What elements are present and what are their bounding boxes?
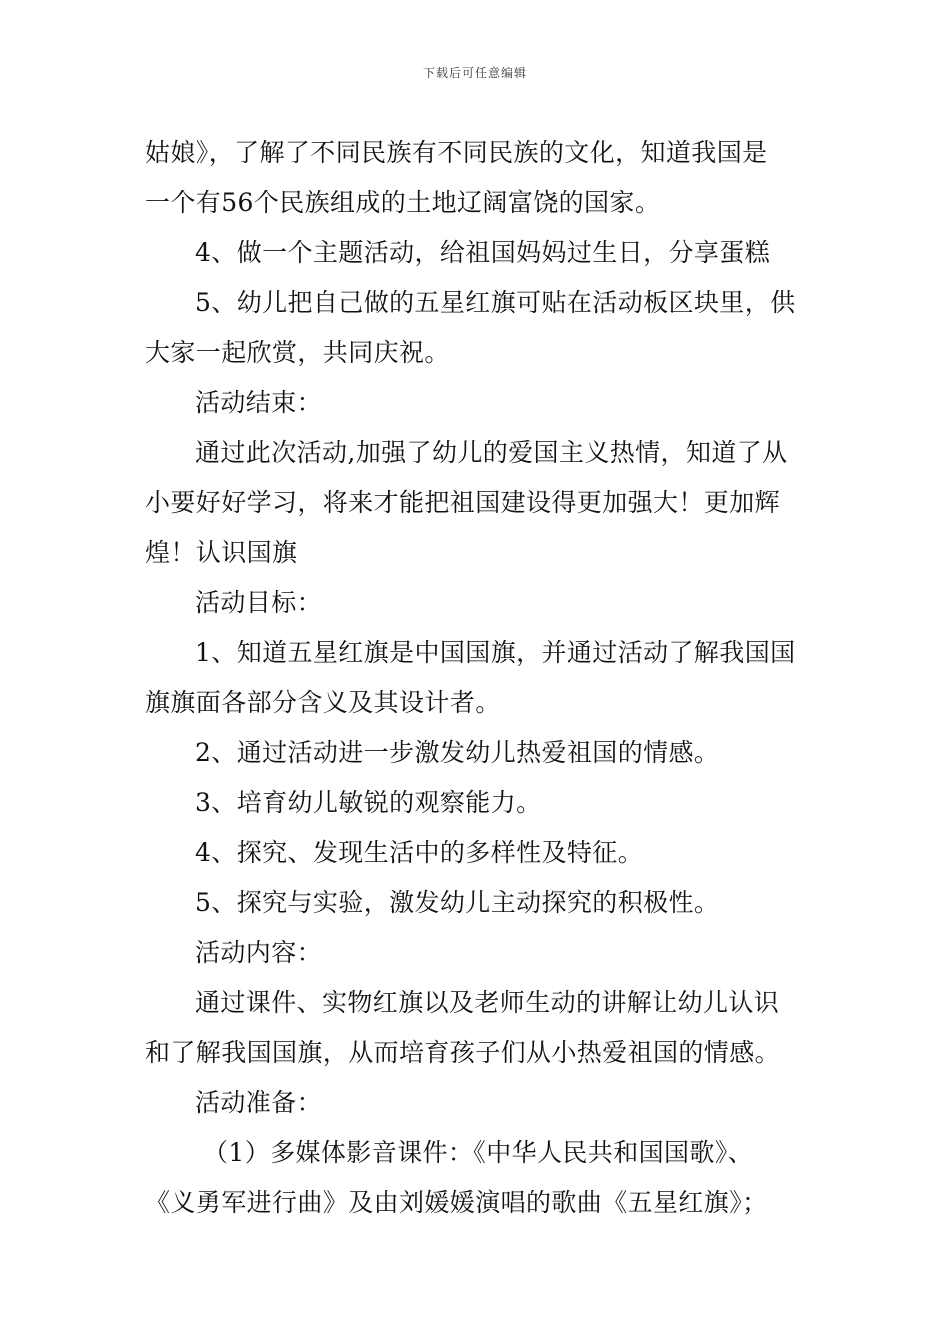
list-item: 5、探究与实验，激发幼儿主动探究的积极性。 [195, 888, 720, 917]
section-heading: 活动目标： [195, 588, 323, 617]
document-body [145, 128, 807, 1228]
text-line: 一个有56个民族组成的土地辽阔富饶的国家。 [145, 188, 661, 217]
list-item: 5、幼儿把自己做的五星红旗可贴在活动板区块里，供 [195, 288, 796, 317]
paragraph-line: 通过课件、实物红旗以及老师生动的讲解让幼儿认识 [195, 988, 780, 1017]
list-item: 1、知道五星红旗是中国国旗，并通过活动了解我国国 [195, 638, 796, 667]
list-item: 2、通过活动进一步激发幼儿热爱祖国的情感。 [195, 738, 720, 767]
text-line: 煌！认识国旗 [145, 538, 298, 567]
text-line: 《义勇军进行曲》及由刘媛媛演唱的歌曲《五星红旗》； [145, 1188, 768, 1217]
text-line: 小要好好学习，将来才能把祖国建设得更加强大！更加辉 [145, 488, 781, 517]
paragraph-line: 通过此次活动,加强了幼儿的爱国主义热情，知道了从 [195, 438, 788, 467]
page-header-note: 下载后可任意编辑 [422, 66, 527, 80]
text-line: 旗旗面各部分含义及其设计者。 [145, 688, 501, 717]
list-item: 4、做一个主题活动，给祖国妈妈过生日，分享蛋糕 [195, 238, 771, 267]
section-heading: 活动结束： [195, 388, 323, 417]
list-item: 3、培育幼儿敏锐的观察能力。 [195, 788, 542, 817]
section-heading: 活动准备： [195, 1088, 323, 1117]
section-heading: 活动内容： [195, 938, 323, 967]
list-item: （1）多媒体影音课件：《中华人民共和国国歌》、 [203, 1138, 754, 1167]
text-line: 大家一起欣赏，共同庆祝。 [145, 338, 450, 367]
list-item: 4、探究、发现生活中的多样性及特征。 [195, 838, 644, 867]
text-line: 和了解我国国旗，从而培育孩子们从小热爱祖国的情感。 [145, 1038, 781, 1067]
text-line: 姑娘》，了解了不同民族有不同民族的文化，知道我国是 [145, 138, 768, 167]
